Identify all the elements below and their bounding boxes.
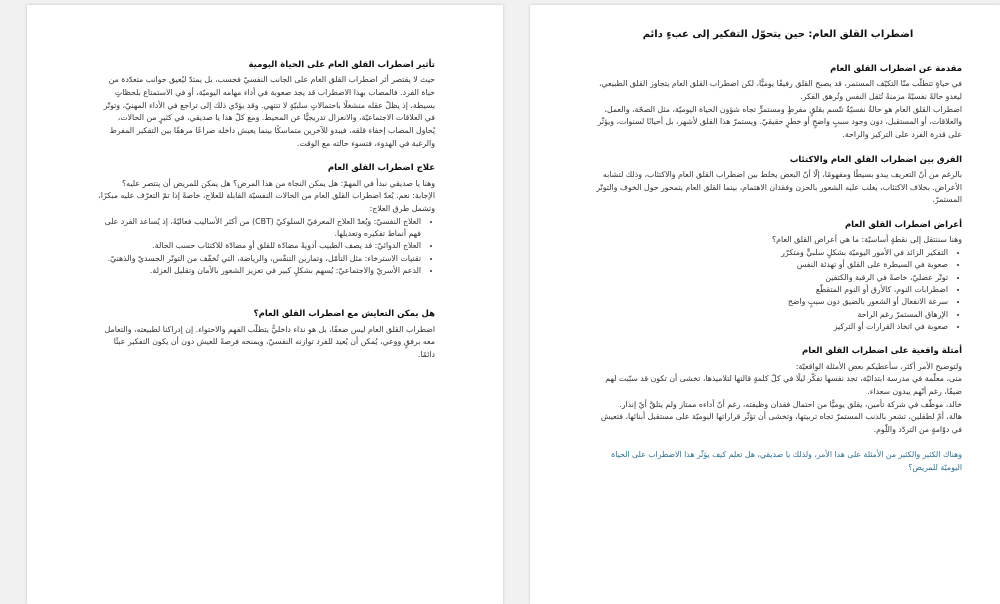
closing-question: وهناك الكثير والكثير من الأمثلة على هذا الأمر، ولذلك يا صديقي، هل تعلم كيف يؤثّر هذا الاضطراب على الحياة اليوميّة للمريض؟: [611, 450, 962, 473]
section-symptoms: [594, 220, 962, 333]
list-item: • اضطرابات النوم، كالأرق أو النوم المتقطّع: [594, 284, 948, 296]
list-item: • تقنيات الاسترخاء: مثل التأمّل، وتمارين التنفّس، والرياضة، التي تُخفّف من التوتّر الجسديّ والذهنيّ.: [97, 253, 421, 265]
section-heading: مقدمة عن اضطراب القلق العام: [830, 64, 962, 74]
section-difference: [594, 155, 962, 207]
paragraph: وهنا يا صديقي نبدأ في المهمّ: هل يمكن النجاة من هذا المرض؟ هل يمكن للمريض أن ينتصر عليه؟: [122, 178, 435, 188]
paragraph: حيث لا يقتصر أثر اضطراب القلق العام على الجانب النفسيّ فحسب، بل يمتدّ ليُعيق جوانب متعدّدة من حياة الفرد. فالمصاب بهذا الاضطراب قد يجد صعوبة في أداء مهامه اليوميّة، أو في الاستمتاع بلحظاتٍ بسيطة، إذ يظلّ عقله منشغلًا باحتمالاتٍ سلبيّةٍ لا تنتهي. وقد يؤدّي ذلك إلى تراجع في الأداء المهنيّ، وتوتّر في العلاقات الاجتماعيّة، والانعزال تدريجيًّا عن المحيط. ومع كلّ هذا يا صديقي، في كثيرٍ من الحالات، يُحاول المصاب إخفاء قلقه، فيبدو للآخرين متماسكًا بينما يعيش داخله صراعًا مرهقًا بين التفكير المفرط والرغبة في الهدوء، فتسوء حالته مع الوقت.: [103, 75, 435, 148]
list-item: • العلاج الدوائيّ: قد يصف الطبيب أدويةً مضادّة للقلق أو مضادّة للاكتئاب حسب الحالة.: [97, 240, 421, 252]
paragraph: منى، معلّمة في مدرسة ابتدائيّة، تجد نفسها تفكّر ليلًا في كلّ كلمةٍ قالتها لتلاميذها، تخشى أن تكون قد سبّبت لهم ضيقًا، رغم أنّهم يبدون سعداء.: [605, 374, 962, 396]
list-item: • العلاج النفسيّ: ويُعدّ العلاج المعرفيّ السلوكيّ (CBT) من أكثر الأساليب فعاليّةً، إذ يُساعد الفرد على فهم أنماط تفكيره وتعديلها.: [97, 216, 421, 241]
section-coexistence: [97, 309, 435, 361]
page-right-content: [594, 29, 962, 475]
document-page-right: [530, 5, 1000, 604]
treatment-list: [97, 216, 435, 278]
section-heading: علاج اضطراب القلق العام: [327, 163, 435, 174]
section-daily-impact: [97, 60, 435, 150]
section-heading: أعراض اضطراب القلق العام: [844, 219, 962, 230]
document-title: اضطراب القلق العام: حين يتحوّل التفكير إلى عبءٍ دائم: [642, 29, 914, 40]
list-item: • الدعم الأسريّ والاجتماعيّ: يُسهم بشكلٍ كبير في تعزيز الشعور بالأمان وتقليل العزلة.: [97, 265, 421, 277]
paragraph: في حياةٍ تتطلّب منّا التكيّف المستمر، قد يصبح القلق رفيقًا يوميًّا، لكن اضطراب القلق العام يتجاوز القلق الطبيعي، ليغدو حالةً نفسيّةً مزمنةً تُثقل النفس وتُرهق الفكر.: [599, 79, 962, 102]
section-heading: تأثير اضطراب القلق العام على الحياة اليومية: [248, 60, 435, 70]
paragraph: اضطراب القلق العام ليس ضعفًا، بل هو نداء داخليٌّ يتطلّب الفهم والاحتواء. إن إدراكنا لطبيعته، والتعامل معه برفقٍ ووعي، يُمكن أن يُعيد للفرد توازنه النفسيّ، ويمنحه فرصةً للعيش دون أن يكون التفكير عبئًا دائمًا.: [104, 324, 435, 359]
document-page-left: [27, 5, 503, 604]
list-item: • توتّر عضليّ، خاصةً في الرقبة والكتفين: [594, 272, 948, 284]
paragraph: اضطراب القلق العام هو حالةٌ نفسيّةٌ تتّسم بقلقٍ مفرطٍ ومستمرٍّ تجاه شؤون الحياة اليوميّة، مثل الصحّة، والعمل، والعلاقات، أو المستقبل، دون وجود سببٍ واضحٍ أو خطرٍ حقيقيّ. ويستمرّ هذا القلق لأشهر، بل أحيانًا لسنوات، ويؤثّر على قدرة الفرد على التركيز والراحة.: [597, 104, 962, 139]
symptoms-list: [594, 247, 962, 333]
paragraph: ولتوضيح الأمر أكثر، سأعطيكم بعض الأمثلة الواقعيّة:: [795, 361, 962, 371]
page-left-content: [97, 60, 435, 374]
list-item: • الإرهاق المستمرّ رغم الراحة: [594, 309, 948, 321]
section-heading: أمثلة واقعية على اضطراب القلق العام: [802, 346, 962, 357]
paragraph: وهنا سننتقل إلى نقطةٍ أساسيّة: ما هي أعراض القلق العام؟: [772, 235, 962, 245]
section-introduction: [594, 64, 962, 142]
paragraph: هالة، أمّ لطفلين، تشعر بالذنب المستمرّ تجاه تربيتها، وتخشى أن تؤثّر قراراتها اليوميّة على مستقبل أبنائها، فتعيش في دوّامةٍ من التردّد واللّوم.: [600, 412, 962, 434]
list-item: • سرعة الانفعال أو الشعور بالضيق دون سببٍ واضح: [594, 296, 948, 308]
paragraph: خالد، موظّف في شركة تأمين، يقلق يوميًّا من احتمال فقدان وظيفته، رغم أنّ أداءه ممتاز ولم يتلقَّ أيّ إنذار.: [619, 399, 962, 409]
section-heading: هل يمكن التعايش مع اضطراب القلق العام؟: [253, 309, 435, 320]
section-heading: الفرق بين اضطراب القلق العام والاكتئاب: [789, 154, 962, 165]
paragraph: بالرغم من أنّ التعريف يبدو بسيطًا ومفهومًا، إلّا أنّ البعض يخلط بين اضطراب القلق العام والاكتئاب، وذلك لتشابه الأعراض. بخلاف الاكتئاب، يغلب عليه الشعور بالحزن وفقدان الاهتمام، بينما القلق العام يتمحور حول الخوف والتوتّر المستمرّ.: [596, 170, 962, 205]
list-item: • التفكير الزائد في الأمور اليوميّة بشكلٍ سلبيٍّ ومتكرّر: [594, 247, 948, 259]
list-item: • صعوبة في السيطرة على القلق أو تهدئة النفس: [594, 259, 948, 271]
list-item: • صعوبة في اتخاذ القرارات أو التركيز: [594, 321, 948, 333]
paragraph: الإجابة: نعم. يُعدّ اضطراب القلق العام من الحالات النفسيّة القابلة للعلاج، خاصةً إذا تمّ التعرّف عليه مبكرًا، وتشمل طرق العلاج:: [98, 191, 435, 213]
section-treatment: [97, 163, 435, 277]
section-examples: [594, 346, 962, 436]
